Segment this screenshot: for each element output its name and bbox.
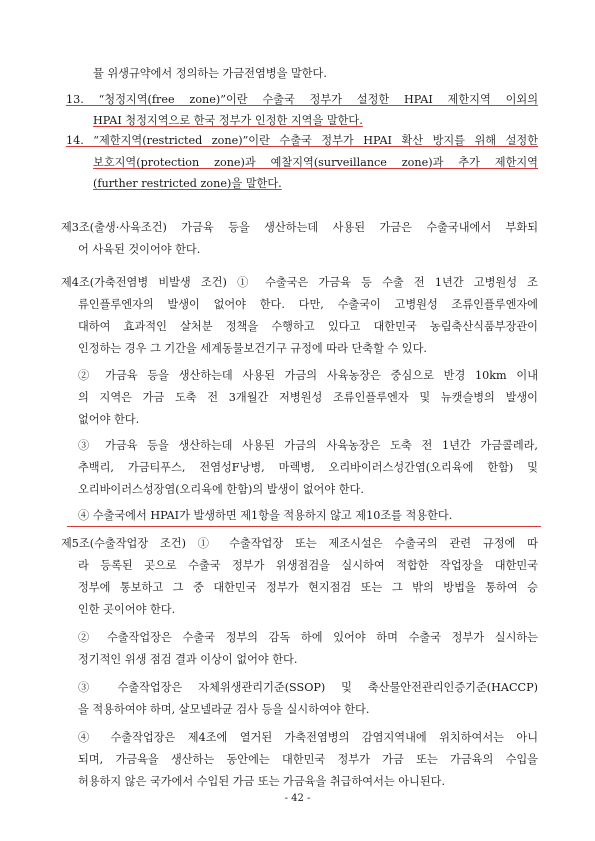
article-4-p1-line-3: 대하여 효과적인 살처분 정책을 수행하고 있다고 대한민국 농림축산식품부장관이: [78, 320, 538, 333]
definition-13-line-2: HPAI 청정지역으로 한국 정부가 인정한 지역을 말한다.: [93, 114, 363, 127]
article-5-p4-line-2: 되며, 가금육을 생산하는 동안에는 대한민국 정부가 가금 또는 가금육의 수입을: [78, 753, 538, 766]
article-5-p3-line-1: ③ 수출작업장은 자체위생관리기준(SSOP) 및 축산물안전관리인증기준(HACCP): [78, 681, 538, 694]
article-4-p2-line-2: 의 지역은 가금 도축 전 3개월간 저병원성 조류인플루엔자 및 뉴캣슬병의 발생이: [78, 391, 538, 404]
article-4-p2-line-3: 없어야 한다.: [78, 413, 140, 426]
article-5-p3-line-2: 을 적용하여야 하며, 살모넬라균 검사 등을 실시하여야 한다.: [78, 703, 370, 716]
definition-14-line-3: (further restricted zone)을 말한다.: [93, 177, 282, 190]
article-5-p2-line-2: 정기적인 위생 점검 결과 이상이 없어야 한다.: [78, 653, 298, 666]
definition-14-line-2: 보호지역(protection zone)과 예찰지역(surveillance zone)과 추가 제한지역: [93, 156, 538, 169]
article-4-p1-line-1: 제4조(가축전염병 비발생 조건) ① 수출국은 가금육 등 수출 전 1년간 고병원성 조: [61, 276, 538, 289]
article-5-p4-line-1: ④ 수출작업장은 제4조에 열거된 가축전염병의 감염지역내에 위치하여서는 아니: [78, 731, 538, 744]
article-3-line-1: 제3조(출생·사육조건) 가금육 등을 생산하는데 사용된 가금은 수출국내에서 부화되: [61, 221, 538, 234]
article-4-p3-line-1: ③ 가금육 등을 생산하는데 사용된 가금의 사육농장은 도축 전 1년간 가금콜레라,: [78, 439, 538, 452]
intro-tail-line: 뮬 위생규약에서 정의하는 가금전염병을 말한다.: [93, 67, 327, 80]
article-5-p1-line-2: 라 등록된 곳으로 수출국 정부가 위생점검을 실시하여 적합한 작업장을 대한민국: [78, 559, 538, 572]
page-number: - 42 -: [284, 793, 311, 804]
article-4-p2-line-1: ② 가금육 등을 생산하는데 사용된 가금의 사육농장은 중심으로 반경 10km 이내: [78, 369, 538, 382]
article-5-p4-line-3: 허용하지 않은 국가에서 수입된 가금 또는 가금육을 취급하여서는 아니된다.: [78, 775, 446, 788]
article-4-p1-line-4: 인정하는 경우 그 기간을 세계동물보건기구 규정에 따라 단축할 수 있다.: [78, 342, 427, 355]
article-4-p3-line-2: 추백리, 가금티푸스, 전염성F낭병, 마렉병, 오리바이러스성간염(오리육에 한함) 및: [78, 461, 538, 474]
article-3-line-2: 어 사육된 것이어야 한다.: [78, 243, 201, 256]
definition-13-line-1: 13. “청정지역(free zone)”이란 수출국 정부가 설정한 HPAI 제한지역 이외의: [66, 93, 538, 106]
article-5-p1-line-3: 정부에 통보하고 그 중 대한민국 정부가 현지점검 또는 그 밖의 방법을 통하여 승: [78, 581, 538, 594]
article-4-p4-line: ④ 수출국에서 HPAI가 발생하면 제1항을 적용하지 않고 제10조를 적용한다.: [78, 509, 453, 522]
article-4-p3-line-3: 오리바이러스성장염(오리육에 한함)의 발생이 없어야 한다.: [78, 483, 364, 496]
definition-14-line-1: 14. “제한지역(restricted zone)”이란 수출국 정부가 HPAI 확산 방지를 위해 설정한: [66, 134, 538, 147]
article-5-p1-line-4: 인한 곳이어야 한다.: [78, 603, 176, 616]
highlight-rule: [67, 526, 541, 527]
article-5-p2-line-1: ② 수출작업장은 수출국 정부의 감독 하에 있어야 하며 수출국 정부가 실시하는: [78, 631, 538, 644]
article-5-p1-line-1: 제5조(수출작업장 조건) ① 수출작업장 또는 제조시설은 수출국의 관련 규정에 따: [61, 537, 538, 550]
article-4-p1-line-2: 류인플루엔자의 발생이 없어야 한다. 다만, 수출국이 고병원성 조류인플루엔자에: [78, 298, 538, 311]
